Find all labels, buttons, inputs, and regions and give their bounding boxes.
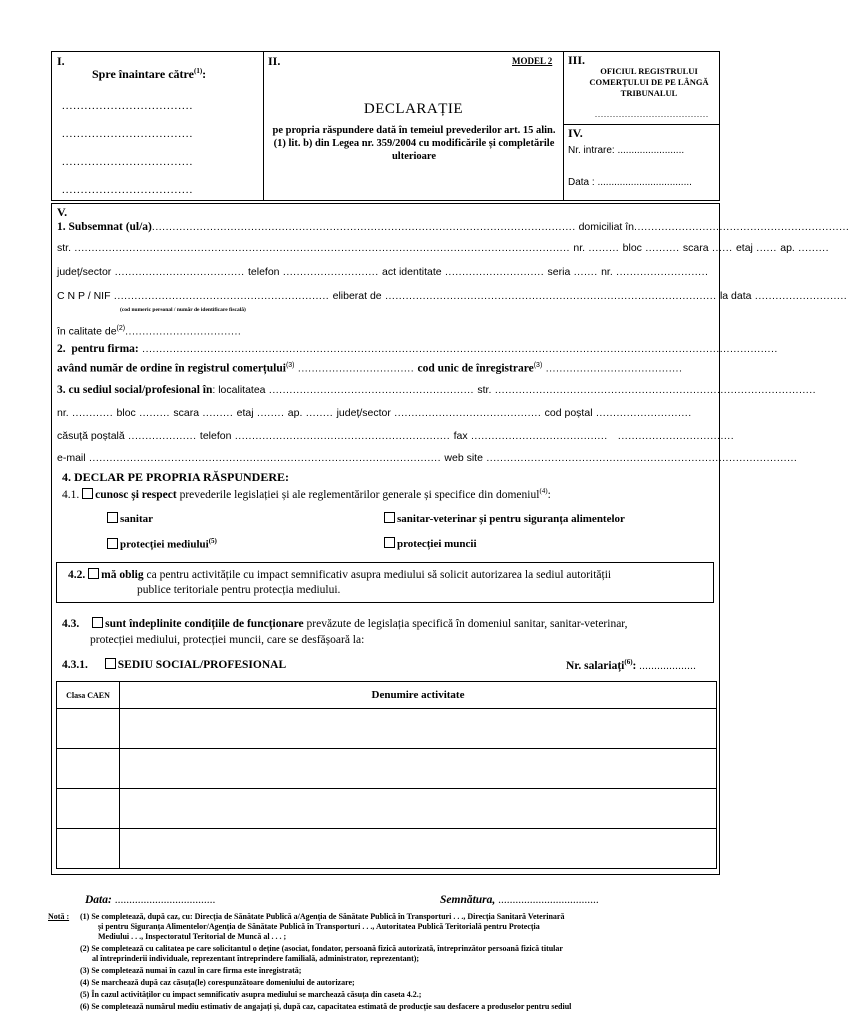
clause-4-2-number: 4.2. (68, 569, 86, 581)
telefon-label: telefon (247, 266, 280, 278)
section-1-dot-line-1[interactable]: ................................... (62, 100, 194, 112)
footer-date-label: Data: (85, 894, 112, 906)
sediu-str-field[interactable]: .............................................................................................. (491, 384, 817, 396)
nr-label: nr. (573, 242, 586, 254)
cui-field[interactable]: ........................................ (542, 362, 683, 375)
option-sanitar-label: sanitar (120, 513, 153, 525)
eliberat-field[interactable]: ................................................................................................. (381, 290, 720, 302)
declar-title: 4. DECLAR PE PROPRIA RĂSPUNDERE: (62, 470, 290, 484)
clause-4-1-text: prevederile legislației și ale reglementărilor generale și specifice din domeniul (176, 488, 540, 501)
section-1-number: I. (57, 54, 65, 68)
employees-colon: : (632, 659, 637, 672)
activity-cell[interactable] (120, 789, 717, 829)
clause-4-1 (62, 487, 551, 501)
clause-4-3-number: 4.3. (62, 618, 80, 630)
sediu-judet-label: județ/sector (336, 407, 391, 419)
option-sanitar[interactable] (107, 512, 153, 525)
calitate-field[interactable]: .................................. (125, 325, 242, 338)
line-subsemnat (57, 221, 849, 235)
footer-signature (440, 894, 599, 906)
option-sanitar-veterinar[interactable] (384, 512, 625, 525)
judet-field[interactable]: ...................................... (111, 266, 248, 278)
notes-heading: Notă : (48, 912, 70, 921)
id-nr-label: nr. (601, 266, 613, 278)
la-data-field[interactable]: ........................... (751, 290, 848, 302)
subsemnat-label: 1. Subsemnat (ul/a) (57, 221, 152, 233)
clause-4-3-line2: protecției mediului, protecției muncii, care se desfășoară la: (90, 634, 365, 646)
clause-4-3-bold: sunt îndeplinite condițiile de funcționare (105, 618, 304, 630)
option-munca-label: protecției muncii (397, 538, 477, 550)
clause-4-1-checkbox[interactable] (82, 488, 93, 499)
section-1-dot-line-4[interactable]: ................................... (62, 184, 194, 196)
sediu-telefon-label: telefon (199, 430, 232, 442)
ap-field[interactable]: ......... (794, 242, 830, 254)
email-label: e-mail (57, 452, 86, 464)
line-cnp (57, 290, 848, 304)
registry-office-title: OFICIUL REGISTRULUI COMERȚULUI DE PE LÂNGĂ TRIBUNALUL (589, 66, 709, 98)
section-1-title-sup: (1) (194, 67, 203, 75)
domicile-field[interactable]: ............................................................... (634, 221, 849, 233)
sediu-scara-label: scara (173, 407, 200, 419)
sediu-etaj-label: etaj (236, 407, 254, 419)
note-line-8: (5) În cazul activităților cu impact semnificativ asupra mediului se marchează căsuța din caseta 4.2.; (80, 990, 422, 999)
fax-field[interactable]: ........................................ .................................. (467, 430, 735, 442)
sediu-ap-label: ap. (287, 407, 303, 419)
option-mediu-label: protecției mediului (120, 538, 209, 551)
clause-4-3-1-checkbox[interactable] (105, 658, 116, 669)
fax-label: fax (453, 430, 468, 442)
caen-cell[interactable] (57, 709, 120, 749)
etaj-label: etaj (735, 242, 753, 254)
web-label: web site (444, 452, 483, 464)
cui-label: cod unic de înregistrare (417, 362, 534, 375)
activity-name-header: Denumire activitate (120, 682, 717, 709)
judet-label: județ/sector (57, 266, 112, 278)
table-row[interactable] (57, 749, 717, 789)
header-section-4 (563, 124, 720, 201)
id-nr-field[interactable]: ........................... (612, 266, 709, 278)
eliberat-label: eliberat de (332, 290, 382, 302)
employees-label: Nr. salariați (566, 659, 625, 672)
note-line-2: și pentru Siguranța Alimentelor/Agenția de Sănătate Publică în Transporturi . . ., Autoritatea Publică Teritorială pentru Protecția (98, 922, 540, 931)
clause-4-1-end: : (547, 488, 551, 501)
footer-signature-field[interactable]: ................................... (498, 894, 599, 906)
sediu-bloc-label: bloc (116, 407, 136, 419)
line-calitate (57, 325, 717, 339)
section-3-number: III. (568, 53, 586, 67)
note-line-9: (6) Se completează numărul mediu estimativ de angajați și, după caz, capacitatea estimată de producție sau desfacere a produselor pentru sediul (80, 1002, 572, 1011)
sediu-str-label: str. (477, 384, 492, 396)
clause-4-3-1 (62, 658, 286, 671)
sediu-bloc-field[interactable]: ......... (135, 407, 174, 419)
clause-4-2 (68, 568, 611, 581)
entry-number-field[interactable]: Nr. intrare: ........................ (568, 145, 685, 156)
option-sanitar-checkbox[interactable] (107, 512, 118, 523)
footer-date (85, 894, 215, 906)
note-line-7: (4) Se marchează după caz căsuța(le) corespunzătoare domeniului de autorizare; (80, 978, 355, 987)
seria-label: seria (547, 266, 571, 278)
caen-cell[interactable] (57, 749, 120, 789)
street-field[interactable]: ................................................................................................................................................. (71, 242, 574, 254)
cnp-note: (cod numeric personal / număr de identificare fiscală) (120, 307, 246, 313)
seria-field[interactable]: ....... (570, 266, 602, 278)
cnp-label: C N P / NIF (57, 290, 111, 302)
sediu-judet-field[interactable]: ........................................... (390, 407, 545, 419)
clause-4-3-1-number: 4.3.1. (62, 659, 88, 671)
activity-cell[interactable] (120, 749, 717, 789)
registry-office-dots[interactable]: ...................................... (595, 110, 709, 119)
email-field[interactable]: ....................................................................................................... (85, 452, 445, 464)
model-label: MODEL 2 (512, 56, 553, 66)
nr-field[interactable]: ......... (585, 242, 623, 254)
clause-4-2-line2: publice teritoriale pentru protecția mediului. (137, 584, 341, 596)
cui-sup: (3) (533, 362, 543, 369)
option-sanitar-veterinar-checkbox[interactable] (384, 512, 395, 523)
clause-4-2-text: ca pentru activitățile cu impact semnificativ asupra mediului să solicit autorizarea la sediul autorității (143, 569, 612, 581)
activity-table-header (57, 682, 717, 709)
caen-header: Clasa CAEN (57, 682, 120, 709)
bloc-field[interactable]: .......... (641, 242, 683, 254)
sediu-scara-field[interactable]: ......... (199, 407, 237, 419)
clause-4-3-checkbox[interactable] (92, 617, 103, 628)
document-subtitle: pe propria răspundere dată în temeiul prevederilor art. 15 alin. (1) lit. b) din Legea nr. 359/2004 cu modificările și completările ulterioare (272, 125, 556, 162)
sediu-label: 3. cu sediul social/profesional în (57, 384, 213, 396)
registru-label: având număr de ordine în registrul comerțului (57, 362, 286, 375)
sediu-nr-label: nr. (57, 407, 69, 419)
line-contact (57, 430, 735, 444)
street-label: str. (57, 242, 72, 254)
localitatea-label: : localitatea (212, 384, 266, 396)
employees-sup: (6) (624, 658, 633, 666)
option-mediu[interactable] (107, 537, 217, 551)
clause-4-1-bold: cunosc și respect (95, 488, 177, 501)
clause-4-3-text: prevăzute de legislația specifică în domeniul sanitar, sanitar-veterinar, (303, 618, 628, 630)
clause-4-2-checkbox[interactable] (88, 568, 99, 579)
note-line-6: (3) Se completează numai în cazul în care firma este înregistrată; (80, 966, 302, 975)
clause-4-3 (62, 617, 628, 630)
sediu-telefon-field[interactable]: ............................................................... (231, 430, 454, 442)
etaj-field[interactable]: ...... (752, 242, 781, 254)
casuta-label: căsuță poștală (57, 430, 125, 442)
name-field[interactable]: ............................................................................................................................ (151, 221, 576, 233)
note-line-1: (1) Se completează, după caz, cu: Direcția de Sănătate Publică a/Agenția de Sănătate Publică în Transporturi . . ., Direcția Sanitară Veterinară (80, 912, 565, 921)
cnp-field[interactable]: ............................................................... (110, 290, 333, 302)
option-mediu-sup: (5) (208, 537, 217, 545)
line-firma (57, 343, 778, 357)
registru-field[interactable]: .................................. (294, 362, 418, 375)
entry-date-field[interactable]: Data : .................................. (568, 177, 692, 188)
firma-field[interactable]: .......................................................................................................................................................................................... (138, 343, 778, 355)
la-data-label: la data (719, 290, 752, 302)
act-field[interactable]: ............................. (441, 266, 548, 278)
firma-label: 2. pentru firma: (57, 343, 139, 355)
footer-signature-label: Semnătura, (440, 894, 496, 906)
clause-4-3-1-label: SEDIU SOCIAL/PROFESIONAL (117, 659, 287, 671)
sediu-nr-field[interactable]: ............ (68, 407, 117, 419)
clause-4-2-bold: mă oblig (101, 569, 144, 581)
cod-postal-field[interactable]: ............................ (592, 407, 692, 419)
activity-table (56, 681, 717, 869)
calitate-sup: (2) (116, 325, 126, 332)
option-sanitar-veterinar-label: sanitar-veterinar și pentru siguranța alimentelor (397, 513, 625, 525)
sediu-ap-field[interactable]: ........ (302, 407, 337, 419)
section-1-title-colon: : (202, 67, 207, 81)
activity-cell[interactable] (120, 709, 717, 749)
section-1-title-text: Spre înaintare către (92, 67, 194, 81)
web-field[interactable]: ........................................................................................... (482, 452, 798, 464)
scara-field[interactable]: ...... (708, 242, 736, 254)
section-1-title (92, 67, 206, 82)
line-web (57, 452, 798, 466)
table-row[interactable] (57, 789, 717, 829)
note-line-5: al întreprinderii individuale, reprezentant întreprindere familială, administrator, reprezentant); (92, 954, 420, 963)
option-mediu-checkbox[interactable] (107, 538, 118, 549)
note-line-4: (2) Se completează cu calitatea pe care solicitantul o deține (asociat, fondator, persoană fizică autorizată, întreprinzător persoană fizică titular (80, 944, 563, 953)
section-1-dot-line-3[interactable]: ................................... (62, 156, 194, 168)
line-judet (57, 266, 717, 280)
option-munca-checkbox[interactable] (384, 537, 395, 548)
section-1-dot-line-2[interactable]: ................................... (62, 128, 194, 140)
domiciliat-label: domiciliat în (578, 221, 635, 233)
telefon-field[interactable]: ............................ (279, 266, 383, 278)
section-2-number: II. (268, 54, 281, 68)
section-5-number: V. (57, 205, 68, 219)
line-sediu-adresa (57, 407, 717, 421)
registru-sup: (3) (285, 362, 295, 369)
sediu-etaj-field[interactable]: ........ (253, 407, 288, 419)
line-registru (57, 362, 717, 376)
caen-cell[interactable] (57, 789, 120, 829)
act-label: act identitate (382, 266, 442, 278)
document-title: DECLARAȚIE (363, 101, 464, 117)
option-munca[interactable] (384, 537, 477, 550)
bloc-label: bloc (622, 242, 642, 254)
casuta-field[interactable]: .................... (124, 430, 200, 442)
note-line-3: Mediului . . ., Inspectoratul Teritorial de Muncă al . . . ; (98, 932, 287, 941)
localitatea-field[interactable]: ............................................................ (265, 384, 478, 396)
clause-4-1-number: 4.1. (62, 488, 80, 501)
caen-cell[interactable] (57, 829, 120, 869)
scara-label: scara (682, 242, 709, 254)
line-street (57, 242, 830, 256)
activity-cell[interactable] (120, 829, 717, 869)
clause-4-1-sup: (4) (539, 487, 548, 495)
employees-count (566, 658, 696, 672)
section-4-number: IV. (568, 126, 583, 140)
ap-label: ap. (780, 242, 795, 254)
table-row[interactable] (57, 709, 717, 749)
footer-date-field[interactable]: ................................... (114, 894, 216, 906)
table-row[interactable] (57, 829, 717, 869)
calitate-label: în calitate de (57, 325, 117, 338)
line-sediu (57, 384, 817, 398)
employees-field[interactable]: ................... (639, 660, 697, 672)
cod-postal-label: cod poștal (544, 407, 593, 419)
